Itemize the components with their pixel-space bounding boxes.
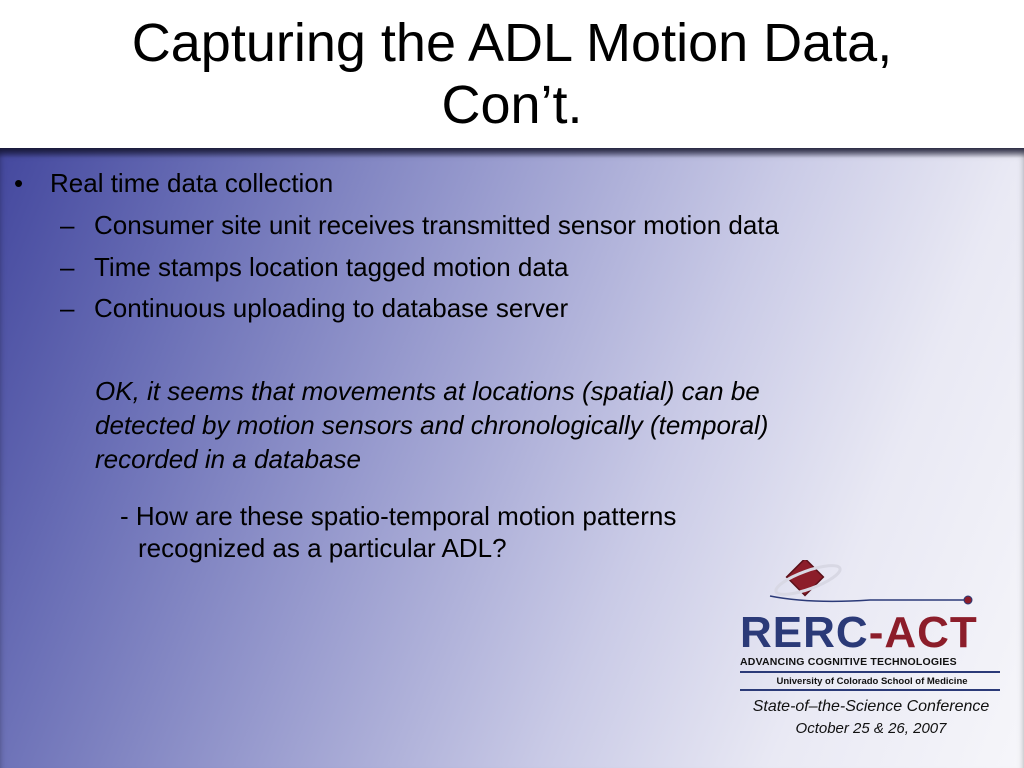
question-line1: - How are these spatio-temporal motion patterns	[120, 501, 677, 531]
sub-bullet-marker: –	[60, 252, 75, 282]
question-line2: recognized as a particular ADL?	[138, 533, 507, 563]
divider-shadow	[0, 148, 1024, 158]
slide-title	[0, 12, 1024, 136]
logo-rule	[740, 689, 1000, 691]
slide-title-line1: Capturing the ADL Motion Data,	[131, 13, 893, 73]
logo-institution: University of Colorado School of Medicine	[776, 676, 968, 687]
logo-tagline: ADVANCING COGNITIVE TECHNOLOGIES	[740, 656, 957, 668]
sub-bullet-text: Consumer site unit receives transmitted sensor motion data	[94, 210, 779, 240]
title-area	[0, 0, 1024, 148]
logo-name-part2: -ACT	[868, 608, 978, 657]
rerc-act-logo	[730, 560, 1010, 750]
bullet-marker: •	[14, 168, 24, 198]
note-line: detected by motion sensors and chronologically (temporal)	[95, 410, 769, 440]
slide-title-line2: Con’t.	[441, 75, 583, 135]
question-text	[120, 500, 820, 564]
note-line: OK, it seems that movements at locations (spatial) can be	[95, 376, 760, 406]
sub-bullet-marker: –	[60, 293, 75, 323]
bullet-text: Real time data collection	[50, 168, 334, 198]
italic-note	[95, 374, 925, 476]
sub-bullet-text: Continuous uploading to database server	[94, 293, 569, 323]
logo-conference: State-of–the-Science Conference	[752, 698, 990, 715]
logo-dates: October 25 & 26, 2007	[795, 720, 947, 737]
logo-name-part1: RERC	[740, 608, 869, 657]
sub-bullet-marker: –	[60, 210, 75, 240]
logo-emblem-icon	[750, 560, 990, 610]
sub-bullet-text: Time stamps location tagged motion data	[94, 252, 569, 282]
logo-wordmark	[740, 610, 978, 656]
note-line: recorded in a database	[95, 444, 361, 474]
logo-rule	[740, 671, 1000, 673]
